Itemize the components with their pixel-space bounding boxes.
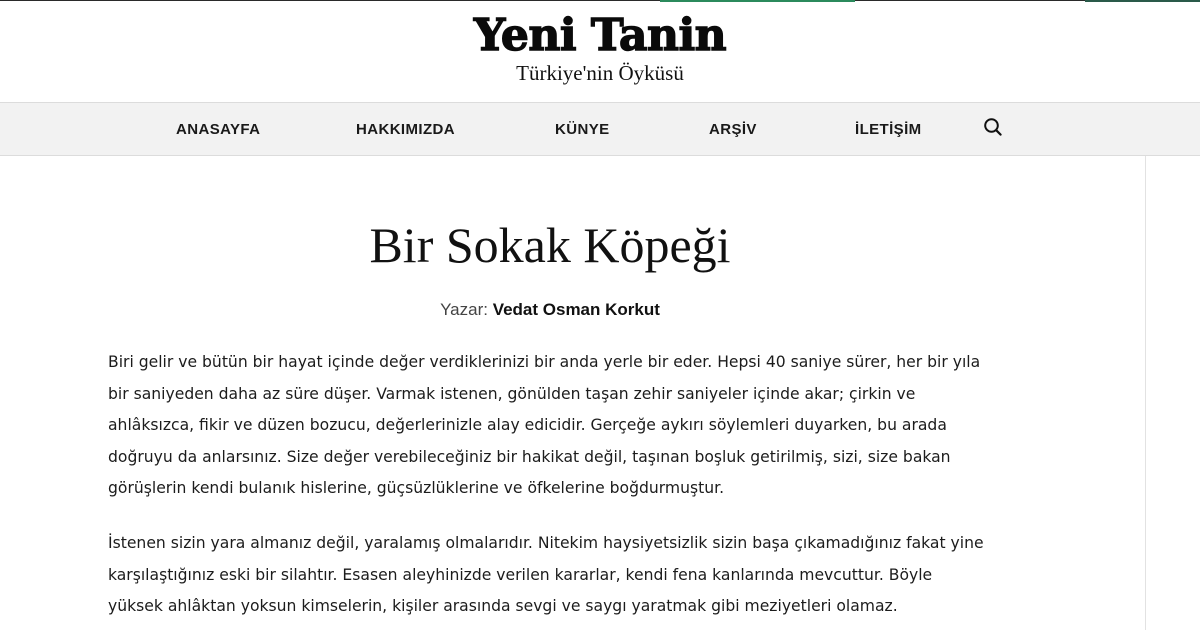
article-paragraph: Biri gelir ve bütün bir hayat içinde değer verdiklerinizi bir anda yerle bir eder. Hepsi 40 saniye sürer, her bir yıla bir saniyeden daha az süre düşer. Varmak istenen, gönülden taşan zehir saniyeler içinde akar; çirkin ve ahlâksızca, fikir ve düzen bozucu, değerlerinizle alay edicidir. Gerçeğe aykırı söylemleri duyarken, bu arada doğruyu da anlarsınız. Size değer verebileceğiniz bir hakikat değil, taşınan boşluk getirilmiş, sizi, size bakan görüşlerin kendi bulanık hislerine, güçsüzlüklerine ve öfkelerine boğdurmuştur. (108, 353, 981, 497)
site-tagline: Türkiye'nin Öyküsü (516, 61, 684, 85)
top-border (0, 0, 1200, 1)
nav-item-anasayfa[interactable]: ANASAYFA (176, 121, 261, 138)
article-paragraph: İstenen sizin yara almanız değil, yaralamış olmalarıdır. Nitekim haysiyetsizlik sizin başa çıkamadığınız fakat yine karşılaştığınız eski bir silahtır. Esasen aleyhinizde verilen kararlar, kendi fena kanlarında mevcuttur. Böyle yüksek ahlâktan yoksun kimselerin, kişiler arasında sevgi ve saygı yaratmak gibi meziyetleri olamaz. (108, 534, 984, 615)
byline-label: Yazar: (440, 300, 488, 319)
masthead (0, 2, 1200, 102)
nav-item-arsiv[interactable]: ARŞİV (709, 121, 757, 138)
search-icon[interactable] (982, 116, 1004, 138)
nav-item-iletisim[interactable]: İLETİŞİM (855, 121, 922, 138)
main-nav (0, 102, 1200, 156)
article-title: Bir Sokak Köpeği (369, 217, 731, 273)
author-name[interactable]: Vedat Osman Korkut (492, 300, 660, 319)
sidebar-divider (1145, 156, 1146, 630)
site-logo[interactable]: Yeni Tanin (473, 10, 727, 61)
nav-item-kunye[interactable]: KÜNYE (555, 121, 610, 138)
nav-item-hakkimizda[interactable]: HAKKIMIZDA (356, 121, 455, 138)
article-byline (0, 300, 1100, 320)
